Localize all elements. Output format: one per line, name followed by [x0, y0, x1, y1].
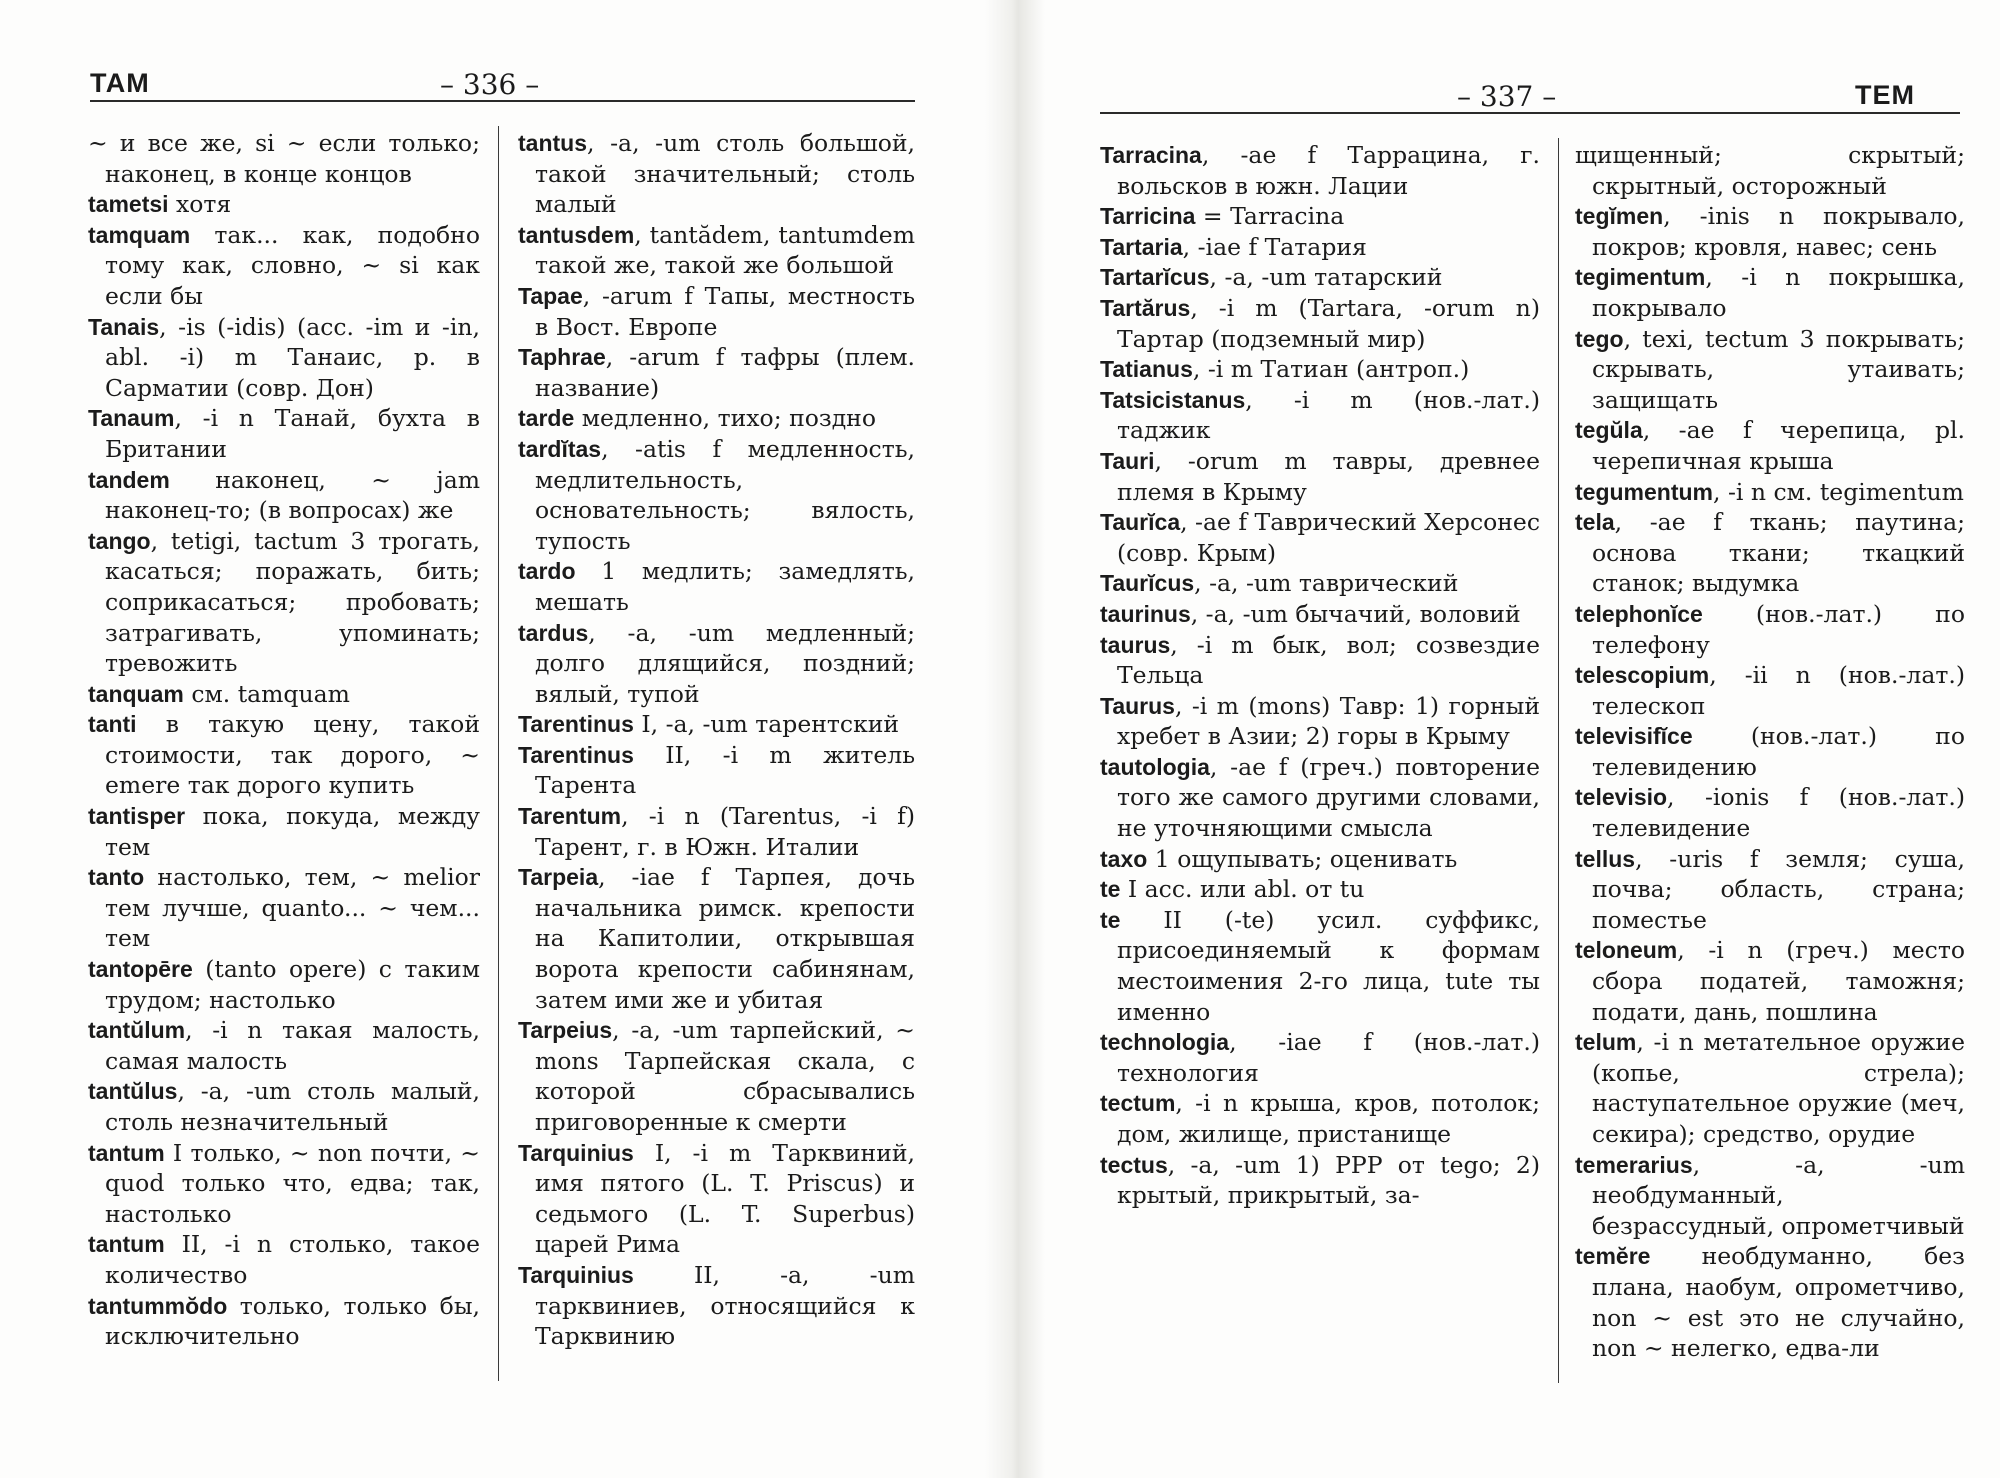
- dictionary-entry: [1575, 477, 1965, 508]
- entry-definition: настолько, тем, ~ melior тем лучше, quanto... ~ чем... тем: [105, 863, 480, 953]
- right-column-2: [1575, 140, 1965, 1364]
- entry-definition: , -i m (Tartara, -orum n) Тартар (подземный мир): [1117, 293, 1540, 353]
- right-page: [1050, 0, 2000, 1478]
- dictionary-entry: [518, 618, 915, 710]
- entry-headword: Taurus: [1100, 692, 1175, 719]
- dictionary-entry: [518, 220, 915, 281]
- entry-headword: taurus: [1100, 631, 1171, 658]
- entry-headword: Tatianus: [1100, 356, 1193, 383]
- entry-headword: Tapae: [518, 282, 583, 309]
- dictionary-entry: [88, 1291, 480, 1352]
- entry-definition: (нов.-лат.) по телефону: [1592, 599, 1965, 659]
- entry-definition: см. tamquam: [183, 679, 350, 708]
- entry-definition: , -ae f ткань; паутина; основа ткани; ткацкий станок; выдумка: [1592, 508, 1965, 598]
- entry-headword: Tanaum: [88, 405, 175, 432]
- entry-definition: , -a, -um татарский: [1209, 263, 1443, 292]
- entry-definition: , -i n метательное оружие (копье, стрела); наступательное оружие (меч, секира); средство, орудие: [1592, 1028, 1965, 1148]
- dictionary-entry: [518, 1015, 915, 1137]
- dictionary-entry: [518, 801, 915, 862]
- dictionary-entry: [88, 220, 480, 312]
- dictionary-entry: [518, 1260, 915, 1352]
- entry-definition: , -a, -um необдуманный, безрассудный, опрометчивый: [1592, 1150, 1965, 1240]
- entry-headword: tectum: [1100, 1090, 1176, 1117]
- dictionary-entry: [1575, 262, 1965, 323]
- entry-headword: Tarquinius: [518, 1139, 634, 1166]
- dictionary-entry: [1575, 140, 1965, 201]
- dictionary-entry: [88, 312, 480, 404]
- entry-headword: technologia: [1100, 1029, 1230, 1056]
- entry-headword: temĕre: [1575, 1243, 1651, 1270]
- entry-definition: II, -i n столько, такое количество: [105, 1230, 480, 1289]
- dictionary-entry: [518, 403, 915, 434]
- entry-definition: , -arum f тафры (плем. название): [535, 343, 915, 402]
- entry-definition: II, -i m житель Тарента: [535, 740, 915, 800]
- entry-headword: tardo: [518, 558, 576, 585]
- entry-definition: I, -a, -um тарентский: [633, 710, 900, 739]
- dictionary-entry: [88, 1229, 480, 1290]
- entry-headword: tango: [88, 527, 151, 554]
- entry-headword: taurinus: [1100, 600, 1191, 627]
- dictionary-entry: [88, 679, 480, 710]
- entry-definition: щищенный; скрытый; скрытный, осторожный: [1575, 141, 1965, 200]
- entry-definition: (нов.-лат.) по телевидению: [1592, 722, 1965, 781]
- dictionary-entry: [1100, 140, 1540, 201]
- dictionary-entry: [1100, 599, 1540, 630]
- entry-definition: , -i m Татиан (антроп.): [1192, 355, 1470, 384]
- entry-headword: taxo: [1100, 845, 1148, 872]
- entry-headword: Tarpeius: [518, 1017, 613, 1044]
- entry-headword: Tauri: [1100, 447, 1155, 474]
- entry-definition: , -iae f (нов.-лат.) технология: [1117, 1028, 1540, 1087]
- entry-headword: telum: [1575, 1029, 1637, 1056]
- book-gutter: [985, 0, 1045, 1478]
- dictionary-entry: [88, 465, 480, 526]
- entry-definition: , -inis n покрывало, покров; кровля, навес; сень: [1592, 202, 1965, 261]
- entry-headword: Tarentum: [518, 803, 622, 830]
- entry-headword: tantum: [88, 1231, 165, 1258]
- dictionary-entry: [518, 434, 915, 556]
- left-page-number: – 336 –: [440, 68, 540, 101]
- dictionary-entry: [1575, 507, 1965, 599]
- entry-definition: в такую цену, такой стоимости, так дорого, ~ emere так дорого купить: [105, 710, 480, 800]
- entry-headword: Tarricina: [1100, 203, 1196, 230]
- entry-definition: , -orum m тавры, древнее племя в Крыму: [1117, 446, 1540, 506]
- entry-definition: 1 ощупывать; оценивать: [1147, 844, 1458, 873]
- entry-headword: tantŭlus: [88, 1078, 178, 1105]
- dictionary-entry: [518, 556, 915, 617]
- dictionary-entry: [88, 1076, 480, 1137]
- left-column-divider: [498, 126, 499, 1381]
- dictionary-entry: [1575, 1241, 1965, 1363]
- entry-headword: tarde: [518, 405, 575, 432]
- dictionary-entry: [88, 801, 480, 862]
- entry-headword: tantŭlum: [88, 1017, 186, 1044]
- dictionary-entry: [88, 862, 480, 954]
- entry-headword: Tartărus: [1100, 294, 1191, 321]
- dictionary-entry: [1100, 262, 1540, 293]
- dictionary-entry: [1100, 446, 1540, 507]
- dictionary-entry: [518, 862, 915, 1015]
- entry-headword: Tartarĭcus: [1100, 264, 1210, 291]
- dictionary-entry: [1575, 599, 1965, 660]
- dictionary-entry: [1575, 935, 1965, 1027]
- dictionary-entry: [518, 128, 915, 220]
- dictionary-entry: [518, 740, 915, 801]
- entry-definition: (tanto opere) с таким трудом; настолько: [105, 955, 480, 1014]
- entry-headword: telescopium: [1575, 662, 1710, 689]
- entry-headword: tanto: [88, 864, 145, 891]
- entry-definition: , -iae f Тарпея, дочь начальника римск. крепости на Капитолии, открывшая ворота крепости сабинянам, затем ими же и убитая: [535, 863, 915, 1014]
- entry-definition: , -arum f Тапы, местность в Вост. Европе: [535, 281, 915, 341]
- entry-definition: , -is (-idis) (acc. -im и -in, abl. -i) m Танаис, р. в Сарматии (совр. Дон): [105, 312, 480, 402]
- entry-definition: , tetigi, tactum 3 трогать, касаться; поражать, бить; соприкасаться; пробовать; затрагивать, упоминать; тревожить: [105, 526, 480, 678]
- entry-definition: , -ii n (нов.-лат.) телескоп: [1592, 661, 1965, 720]
- dictionary-entry: [1100, 568, 1540, 599]
- dictionary-entry: [1100, 905, 1540, 1027]
- dictionary-entry: [518, 1138, 915, 1260]
- dictionary-entry: [1100, 507, 1540, 568]
- entry-definition: , tantădem, tantumdem такой же, такой же большой: [535, 220, 915, 280]
- entry-definition: 1 медлить; замедлять, мешать: [535, 557, 915, 616]
- dictionary-entry: [1100, 354, 1540, 385]
- entry-headword: tantusdem: [518, 221, 635, 248]
- entry-headword: tego: [1575, 325, 1624, 352]
- dictionary-entry: [1575, 1027, 1965, 1149]
- left-running-head: ТАМ: [90, 68, 150, 98]
- dictionary-entry: [1575, 782, 1965, 843]
- dictionary-entry: [1575, 324, 1965, 416]
- entry-headword: tantopēre: [88, 956, 193, 983]
- entry-headword: tegĭmen: [1575, 203, 1664, 230]
- entry-headword: Taurĭca: [1100, 509, 1181, 536]
- entry-definition: , -a, -um тарпейский, ~ mons Тарпейская скала, с которой сбрасывались приговоренные к смерти: [535, 1016, 915, 1136]
- entry-definition: , -i n покрышка, покрывало: [1592, 263, 1965, 322]
- entry-headword: tantus: [518, 130, 587, 156]
- right-header-rule: [1100, 112, 1960, 114]
- entry-headword: Tarentinus: [518, 711, 634, 738]
- entry-headword: teloneum: [1575, 937, 1678, 964]
- entry-headword: tectus: [1100, 1151, 1168, 1178]
- dictionary-entry: [88, 1015, 480, 1076]
- entry-definition: , -ae f Таррацина, г. вольсков в южн. Лации: [1117, 141, 1540, 200]
- entry-definition: , -i n (Tarentus, -i f) Тарент, г. в Южн. Италии: [535, 802, 915, 861]
- entry-headword: Tarracina: [1100, 142, 1202, 168]
- dictionary-entry: [1575, 201, 1965, 262]
- dictionary-entry: [1100, 844, 1540, 875]
- entry-definition: , -ae f черепица, pl. черепичная крыша: [1592, 416, 1965, 475]
- entry-definition: , -a, -um таврический: [1194, 569, 1459, 598]
- entry-headword: tellus: [1575, 845, 1636, 872]
- entry-headword: Taurĭcus: [1100, 570, 1195, 597]
- entry-definition: , -i n (греч.) место сбора податей, таможня; подати, дань, пошлина: [1592, 936, 1965, 1026]
- entry-headword: tantum: [88, 1139, 165, 1166]
- entry-definition: , -ionis f (нов.-лат.) телевидение: [1592, 783, 1965, 843]
- dictionary-entry: [1100, 752, 1540, 844]
- right-column-divider: [1558, 138, 1559, 1383]
- entry-headword: te: [1100, 906, 1121, 933]
- entry-definition: пока, покуда, между тем: [105, 802, 480, 861]
- dictionary-entry: [88, 954, 480, 1015]
- left-header-rule: [90, 100, 915, 102]
- dictionary-entry: [1100, 630, 1540, 691]
- entry-definition: , -i n см. tegimentum: [1713, 477, 1964, 506]
- entry-headword: tardus: [518, 619, 589, 646]
- entry-headword: Taphrae: [518, 344, 606, 371]
- entry-headword: Tarpeia: [518, 864, 599, 891]
- dictionary-entry: [1100, 201, 1540, 232]
- entry-definition: ~ и все же, si ~ если только; наконец, в конце концов: [88, 129, 480, 188]
- entry-definition: , -i n крыша, кров, потолок; дом, жилище, пристанище: [1117, 1089, 1540, 1148]
- dictionary-entry: [1575, 844, 1965, 936]
- entry-headword: te: [1100, 876, 1121, 903]
- entry-headword: tanti: [88, 711, 137, 738]
- dictionary-entry: [518, 342, 915, 403]
- dictionary-entry: [1100, 1150, 1540, 1211]
- entry-definition: так... как, подобно тому как, словно, ~ si как если бы: [105, 220, 480, 310]
- dictionary-entry: [1100, 293, 1540, 354]
- entry-headword: tardĭtas: [518, 435, 602, 462]
- entry-headword: televisio: [1575, 784, 1668, 811]
- entry-headword: tamquam: [88, 221, 191, 248]
- entry-definition: , -i m (mons) Тавр: 1) горный хребет в Азии; 2) горы в Крыму: [1117, 691, 1540, 751]
- entry-definition: медленно, тихо; поздно: [574, 404, 876, 433]
- dictionary-entry: [1100, 385, 1540, 446]
- entry-headword: tela: [1575, 509, 1615, 536]
- entry-definition: I, -i m Тарквиний, имя пятого (L. T. Priscus) и седьмого (L. T. Superbus) царей Рима: [535, 1138, 915, 1259]
- entry-definition: , -ae f (греч.) повторение того же самого другими словами, не уточняющими смысла: [1117, 752, 1540, 843]
- entry-headword: televisifĭce: [1575, 723, 1693, 750]
- entry-headword: telephonĭce: [1575, 600, 1703, 627]
- dictionary-entry: [1575, 721, 1965, 782]
- entry-headword: Tatsicistanus: [1100, 386, 1246, 413]
- dictionary-entry: [88, 128, 480, 189]
- entry-definition: , texi, tectum 3 покрывать; скрывать, утаивать; защищать: [1592, 324, 1965, 414]
- dictionary-entry: [1100, 232, 1540, 263]
- entry-definition: , -i n Танай, бухта в Британии: [105, 404, 480, 463]
- dictionary-entry: [1575, 415, 1965, 476]
- dictionary-entry: [518, 281, 915, 342]
- dictionary-entry: [1575, 1150, 1965, 1242]
- entry-definition: I только, ~ non почти, ~ quod только что, едва; так, настолько: [105, 1138, 480, 1228]
- dictionary-entry: [88, 403, 480, 464]
- entry-headword: tametsi: [88, 191, 169, 218]
- entry-definition: , -atis f медленность, медлительность, основательность; вялость, тупость: [535, 434, 915, 555]
- right-page-number: – 337 –: [1457, 80, 1557, 113]
- dictionary-entry: [1100, 874, 1540, 905]
- entry-definition: II (-te) усил. суффикс, присоединяемый к формам местоимения 2-го лица, tute ты именно: [1117, 905, 1540, 1026]
- entry-headword: temerarius: [1575, 1151, 1693, 1178]
- right-running-head: ТЕМ: [1855, 80, 1915, 110]
- entry-definition: , -a, -um 1) PPP от tego; 2) крытый, прикрытый, за-: [1117, 1150, 1540, 1210]
- entry-definition: , -i m бык, вол; созвездие Тельца: [1117, 630, 1540, 690]
- dictionary-entry: [1575, 660, 1965, 721]
- entry-headword: tandem: [88, 466, 170, 493]
- entry-headword: tegumentum: [1575, 478, 1713, 505]
- entry-definition: , -a, -um бычачий, воловий: [1190, 599, 1521, 628]
- entry-definition: = Tarracina: [1195, 202, 1345, 231]
- dictionary-entry: [1100, 1088, 1540, 1149]
- entry-definition: , -a, -um медленный; долго длящийся, поздний; вялый, тупой: [535, 618, 915, 708]
- entry-definition: , -i n такая малость, самая малость: [105, 1016, 480, 1075]
- dictionary-entry: [1100, 1027, 1540, 1088]
- dictionary-entry: [88, 526, 480, 679]
- entry-headword: Tartaria: [1100, 233, 1183, 260]
- left-column-1: [88, 128, 480, 1352]
- entry-definition: II, -a, -um тарквиниев, относящийся к Тарквинию: [535, 1260, 915, 1351]
- entry-headword: tegimentum: [1575, 264, 1706, 291]
- entry-headword: tantisper: [88, 803, 186, 830]
- entry-definition: необдуманно, без плана, наобум, опрометчиво, non ~ est это не случайно, non ~ нелегко, едва-ли: [1592, 1242, 1965, 1363]
- entry-definition: только, только бы, исключительно: [105, 1291, 480, 1351]
- entry-definition: наконец, ~ jam наконец-то; (в вопросах) же: [105, 465, 480, 525]
- entry-definition: , -i m (нов.-лат.) таджик: [1117, 385, 1540, 445]
- entry-headword: tanquam: [88, 680, 184, 707]
- dictionary-entry: [88, 1138, 480, 1230]
- entry-definition: , -iae f Татария: [1182, 232, 1367, 261]
- entry-headword: Tanais: [88, 313, 160, 340]
- entry-headword: tegŭla: [1575, 417, 1643, 444]
- entry-definition: I acc. или abl. от tu: [1120, 875, 1365, 904]
- entry-definition: хотя: [168, 190, 232, 219]
- entry-definition: , -a, -um столь малый, столь незначительный: [105, 1077, 480, 1136]
- entry-definition: , -uris f земля; суша, почва; область, страна; поместье: [1592, 844, 1965, 934]
- dictionary-entry: [88, 709, 480, 801]
- dictionary-entry: [1100, 691, 1540, 752]
- entry-headword: Tarentinus: [518, 741, 634, 768]
- left-column-2: [518, 128, 915, 1352]
- entry-definition: , -a, -um столь большой, такой значительный; столь малый: [535, 129, 915, 219]
- right-column-1: [1100, 140, 1540, 1211]
- dictionary-entry: [88, 189, 480, 220]
- entry-headword: Tarquinius: [518, 1261, 634, 1288]
- entry-definition: , -ae f Таврический Херсонес (совр. Крым): [1117, 508, 1540, 567]
- dictionary-entry: [518, 709, 915, 740]
- entry-headword: tantummŏdo: [88, 1292, 228, 1319]
- left-page: [0, 0, 980, 1478]
- entry-headword: tautologia: [1100, 753, 1210, 780]
